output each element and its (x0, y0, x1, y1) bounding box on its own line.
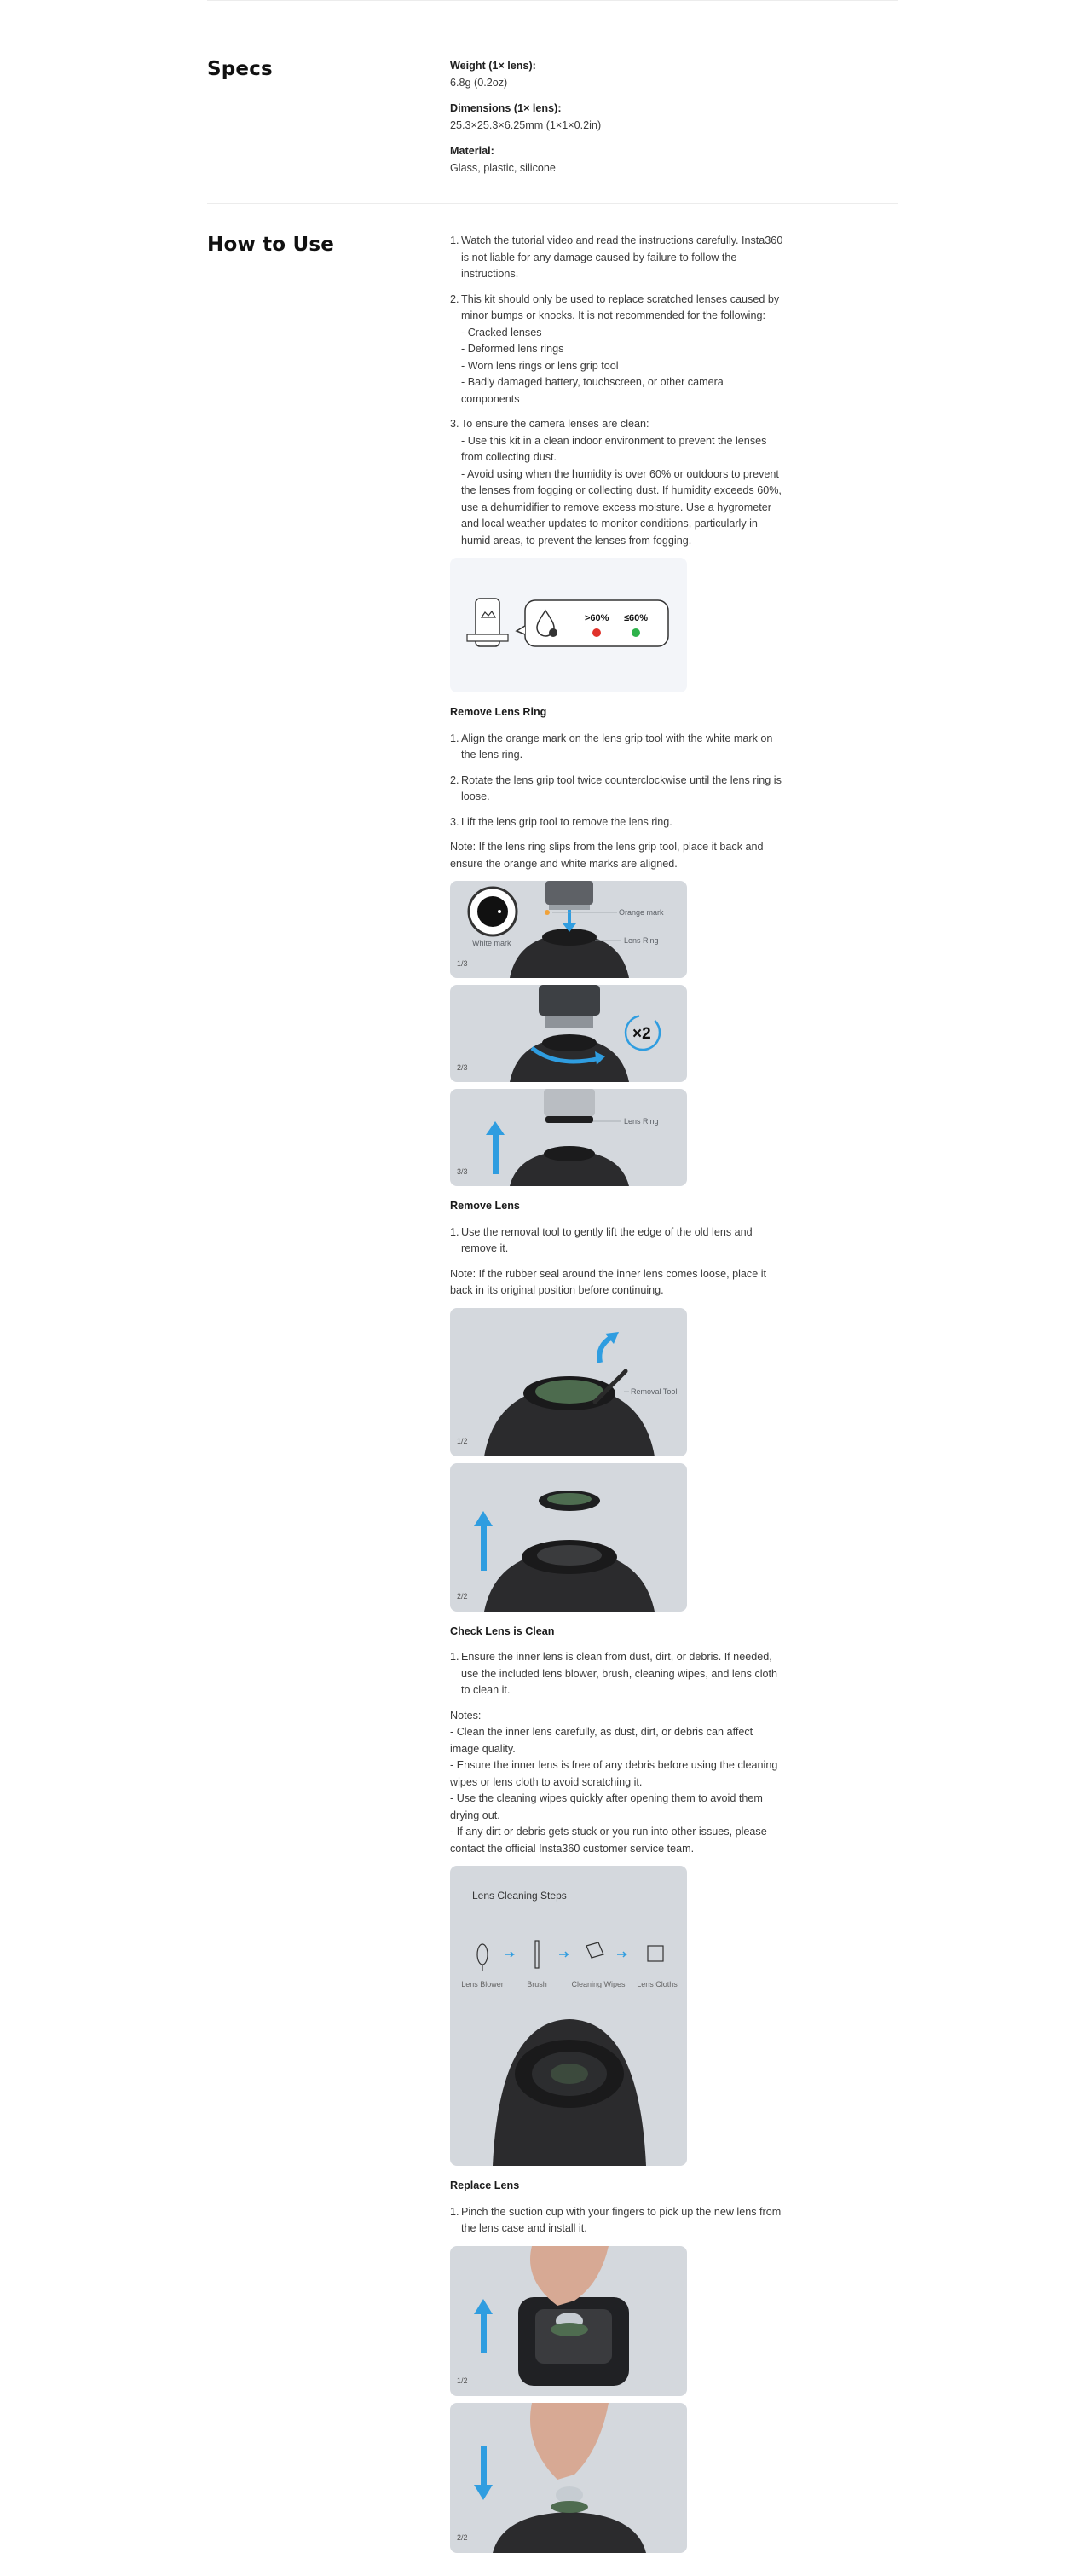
list-text: - Deformed lens rings (461, 343, 564, 355)
remove-ring-figure-3 (450, 1089, 687, 1186)
remove-lens-figure-2 (450, 1463, 687, 1612)
remove-ring-note: Note: If the lens ring slips from the lens grip tool, place it back and ensure the orange and white marks are aligned. (450, 841, 764, 870)
check-clean-notes (450, 1708, 784, 1858)
green-check-icon (632, 628, 640, 637)
list-item (450, 2204, 784, 2237)
list-text: Pinch the suction cup with your fingers to pick up the new lens from the lens case and install it. (461, 2205, 782, 2234)
list-text: - Worn lens rings or lens grip tool (461, 359, 619, 372)
up-arrow-icon (486, 1121, 505, 1135)
list-number: 1. (450, 234, 459, 246)
list-text: To ensure the camera lenses are clean: (461, 418, 649, 430)
clock-icon (549, 628, 557, 637)
up-arrow-icon (474, 2299, 493, 2314)
humidity-figure (450, 558, 687, 692)
note-line: - Ensure the inner lens is free of any debris before using the cleaning wipes or lens cloth to avoid scratching it. (450, 1759, 778, 1788)
fingers-icon (530, 2246, 609, 2306)
tool-label: Lens Blower (461, 1980, 504, 1988)
remove-ring-figure-1 (450, 881, 687, 978)
list-text: - Cracked lenses (461, 326, 542, 339)
spec-dimensions (450, 101, 784, 134)
tool-label: Lens Cloths (637, 1980, 678, 1988)
section-divider (207, 203, 898, 204)
hand-icon (467, 634, 508, 641)
list-item (450, 731, 784, 764)
twice-badge: ×2 (632, 1025, 651, 1043)
white-mark-label: White mark (472, 939, 511, 947)
list-text: Watch the tutorial video and read the instructions carefully. Insta360 is not liable for any damage caused by failure to follow the instructions. (461, 234, 783, 280)
list-text: Lift the lens grip tool to remove the lens ring. (461, 815, 672, 828)
note-line: - Use the cleaning wipes quickly after opening them to avoid them drying out. (450, 1792, 763, 1821)
orange-mark-label: Orange mark (619, 908, 664, 917)
lens-cleaning-figure (450, 1866, 687, 2166)
list-number: 1. (450, 2205, 459, 2218)
specs-heading: Specs (207, 58, 273, 80)
down-arrow-icon (474, 2485, 493, 2500)
spec-value: 25.3×25.3×6.25mm (1×1×0.2in) (450, 119, 602, 131)
list-item (450, 416, 784, 549)
remove-lens-title: Remove Lens (450, 1200, 520, 1212)
replace-lens-title: Replace Lens (450, 2179, 520, 2191)
remove-ring-title: Remove Lens Ring (450, 706, 547, 718)
cleaning-steps-title: Lens Cleaning Steps (472, 1890, 567, 1902)
list-text: Rotate the lens grip tool twice counterclockwise until the lens ring is loose. (461, 773, 782, 802)
camera-icon (493, 2512, 646, 2553)
inner-lens-icon (551, 2064, 588, 2084)
step-indicator: 1/3 (457, 958, 468, 968)
list-number: 3. (450, 418, 459, 430)
lens-blower-icon (477, 1944, 488, 1965)
list-text: - Badly damaged battery, touchscreen, or other camera components (461, 376, 724, 405)
lens-grip-tool (546, 881, 593, 905)
cleaning-wipes-icon (586, 1942, 603, 1958)
note-line: - If any dirt or debris gets stuck or you run into other issues, please contact the official Insta360 customer service team. (450, 1826, 767, 1855)
list-number: 3. (450, 815, 459, 828)
step-indicator: 3/3 (457, 1166, 468, 1176)
list-text: - Avoid using when the humidity is over 60% or outdoors to prevent the lenses from fogging or collecting dust. If humidity exceeds 60%, use a dehumidifier to remove excess moisture. Use a hygrometer and local weather updates to monitor conditions, particularly in humid areas, to prevent the lenses from fogging. (461, 467, 782, 547)
tool-label: Brush (527, 1980, 547, 1988)
list-text: Align the orange mark on the lens grip tool with the white mark on the lens ring. (461, 732, 773, 761)
list-number: 1. (450, 1225, 459, 1238)
note-line: - Clean the inner lens carefully, as dust, dirt, or debris can affect image quality. (450, 1726, 753, 1755)
humidity-high: >60% (585, 613, 609, 623)
replace-lens-figure-1 (450, 2246, 687, 2396)
how-to-use-heading: How to Use (207, 234, 335, 256)
lift-arrow-icon (599, 1337, 612, 1363)
lens-icon (535, 1380, 603, 1404)
list-number: 1. (450, 1651, 459, 1663)
check-clean-title: Check Lens is Clean (450, 1624, 555, 1637)
list-text: Ensure the inner lens is clean from dust, dirt, or debris. If needed, use the included lens blower, brush, cleaning wipes, and lens cloth to clean it. (461, 1651, 778, 1696)
up-arrow-icon (474, 1511, 493, 1526)
orange-mark-icon (545, 910, 550, 915)
fingers-icon (530, 2403, 609, 2480)
note-line: Notes: (450, 1709, 482, 1722)
lens-grip-tool (544, 1089, 595, 1116)
list-number: 2. (450, 773, 459, 786)
top-divider (207, 0, 898, 1)
how-to-use-content (450, 233, 784, 2560)
spec-label: Dimensions (1× lens): (450, 102, 562, 114)
remove-lens-note: Note: If the rubber seal around the inner lens comes loose, place it back in its original position before continuing. (450, 1267, 767, 1296)
step-indicator: 2/3 (457, 1062, 468, 1072)
brush-icon (535, 1941, 539, 1968)
specs-list (450, 58, 784, 186)
humidity-illustration (450, 558, 687, 692)
step-indicator: 1/2 (457, 1437, 468, 1445)
step-indicator: 1/2 (457, 2376, 468, 2385)
spec-material (450, 143, 784, 177)
spec-value: 6.8g (0.2oz) (450, 76, 508, 89)
spec-weight (450, 58, 784, 91)
list-number: 2. (450, 292, 459, 305)
list-text: This kit should only be used to replace scratched lenses caused by minor bumps or knocks. It is not recommended for the following: (461, 292, 780, 321)
spec-value: Glass, plastic, silicone (450, 161, 556, 174)
remove-ring-figure-2 (450, 985, 687, 1082)
removal-tool-label: Removal Tool (631, 1386, 678, 1396)
list-item (450, 292, 784, 408)
tool-label: Cleaning Wipes (571, 1980, 626, 1988)
red-cross-icon (592, 628, 601, 637)
list-item (450, 1649, 784, 1699)
lens-cloth-icon (648, 1946, 663, 1961)
spec-label: Material: (450, 145, 494, 157)
list-text: - Use this kit in a clean indoor environment to prevent the lenses from collecting dust. (461, 434, 767, 463)
lens-ring (546, 1116, 593, 1123)
replace-lens-figure-2 (450, 2403, 687, 2553)
lens-grip-tool (539, 985, 600, 1016)
list-item (450, 1224, 784, 1258)
lens-ring-label: Lens Ring (624, 936, 659, 945)
list-item (450, 814, 784, 831)
step-indicator: 2/2 (457, 2533, 468, 2542)
remove-lens-figure-1 (450, 1308, 687, 1456)
step-indicator: 2/2 (457, 1592, 468, 1601)
list-text: Use the removal tool to gently lift the edge of the old lens and remove it. (461, 1225, 753, 1254)
lens-ring-label: Lens Ring (624, 1117, 659, 1126)
spec-label: Weight (1× lens): (450, 60, 536, 72)
list-number: 1. (450, 732, 459, 744)
humidity-low: ≤60% (624, 613, 649, 623)
list-item (450, 773, 784, 806)
list-item (450, 233, 784, 283)
